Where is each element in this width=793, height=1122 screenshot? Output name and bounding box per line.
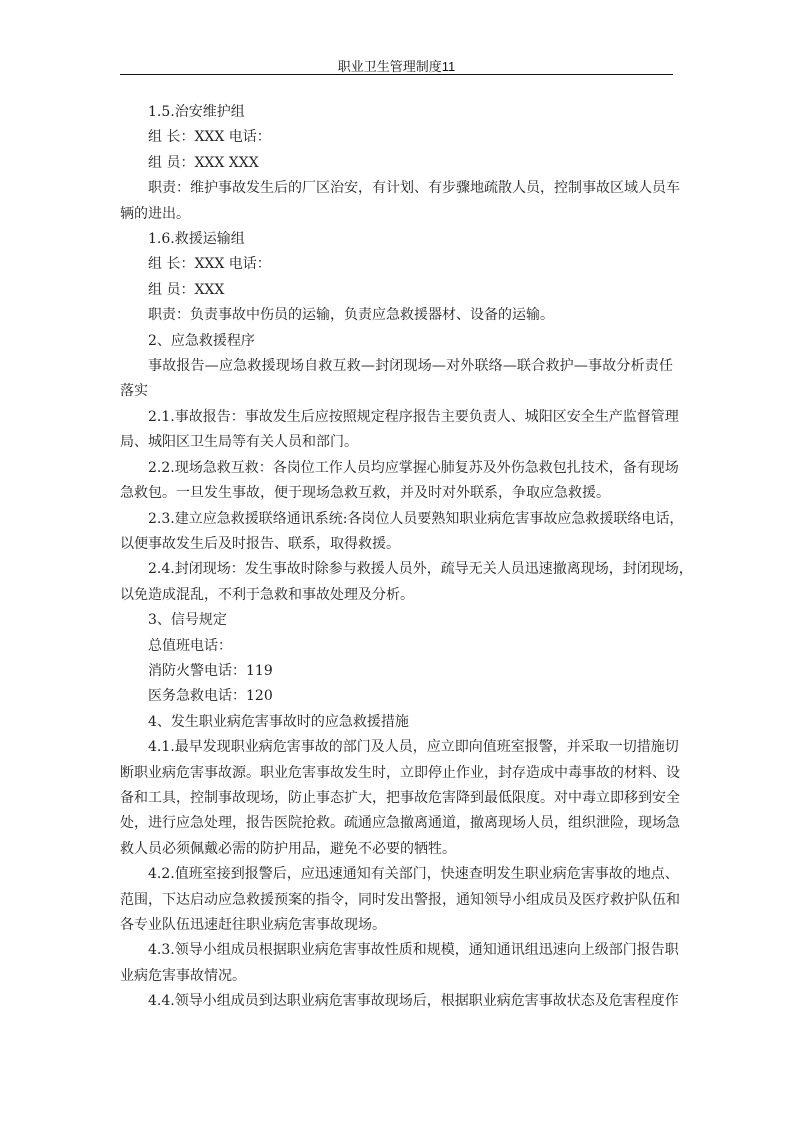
- paragraph: [120, 862, 680, 938]
- text-line: 各专业队伍迅速赶往职业病危害事故现场。: [120, 917, 386, 933]
- paragraph: [120, 608, 673, 633]
- text-line: 2.3.建立应急救援联络通讯系统:各岗位人员要熟知职业病危害事故应急救援联络电话，: [148, 510, 684, 527]
- paragraph: [120, 634, 673, 659]
- text-line: 急救包。一旦发生事故，便于现场急救互救，并及时对外联系，争取应急救援。: [120, 485, 610, 502]
- paragraph: [120, 735, 680, 862]
- text-line: 医务急救电话：120: [148, 688, 273, 705]
- document-body: [120, 100, 693, 1015]
- text-line: 总值班电话：: [148, 637, 232, 654]
- text-line: 辆的进出。: [120, 205, 190, 222]
- text-line: 职责：维护事故发生后的厂区治安，有计划、有步骤地疏散人员，控制事故区域人员车: [148, 180, 680, 197]
- paragraph: [120, 354, 673, 405]
- text-line: 3、信号规定: [148, 612, 227, 629]
- text-line: 组 长：XXX 电话：: [148, 129, 271, 146]
- text-line: 组 员：XXX XXX: [148, 154, 259, 171]
- text-line: 4、发生职业病危害事故时的应急救援措施: [148, 713, 409, 730]
- text-line: 处，进行应急处理，报告医院抢救。疏通应急撤离通道，撤离现场人员，组织泄险，现场急: [120, 815, 680, 832]
- text-line: 事故报告—应急救援现场自救互救—封闭现场—对外联络—联合救护—事故分析责任: [148, 358, 673, 375]
- header-divider: [120, 74, 673, 75]
- paragraph: [120, 151, 673, 176]
- text-line: 1.6.救援运输组: [148, 231, 245, 248]
- text-line: 职责：负责事故中伤员的运输，负责应急救援器材、设备的运输。: [148, 307, 554, 324]
- paragraph: [120, 710, 673, 735]
- paragraph: [120, 405, 679, 456]
- text-line: 组 员：XXX: [148, 281, 225, 298]
- text-line: 1.5.治安维护组: [148, 104, 245, 120]
- paragraph: [120, 456, 679, 507]
- text-line: 业病危害事故情况。: [120, 967, 246, 984]
- text-line: 断职业病危害事故源。职业危害事故发生时，立即停止作业，封存造成中毒事故的材料、设: [120, 764, 680, 781]
- text-line: 4.4.领导小组成员到达职业病危害事故现场后，根据职业病危害事故状态及危害程度作: [148, 993, 679, 1010]
- text-line: 范围，下达启动应急救援预案的指令，同时发出警报，通知领导小组成员及医疗救护队伍和: [120, 891, 680, 908]
- text-line: 4.2.值班室接到报警后，应迅速通知有关部门，快速查明发生职业病危害事故的地点、: [148, 866, 679, 883]
- paragraph: [120, 278, 673, 303]
- paragraph: [120, 684, 673, 709]
- paragraph: [120, 507, 684, 558]
- text-line: 救人员必须佩戴必需的防护用品，避免不必要的牺牲。: [120, 840, 456, 857]
- text-line: 落实: [120, 383, 148, 400]
- text-line: 2.1.事故报告：事故发生后应按照规定程序报告主要负责人、城阳区安全生产监督管理: [148, 408, 679, 425]
- paragraph: [120, 659, 673, 684]
- paragraph: [120, 252, 673, 277]
- text-line: 4.3.领导小组成员根据职业病危害事故性质和规模，通知通讯组迅速向上级部门报告职: [148, 942, 679, 959]
- text-line: 备和工具，控制事故现场，防止事态扩大，把事故危害降到最低限度。对中毒立即移到安全: [120, 789, 680, 806]
- text-line: 组 长：XXX 电话：: [148, 256, 271, 273]
- paragraph: [120, 176, 680, 227]
- text-line: 局、城阳区卫生局等有关人员和部门。: [120, 434, 358, 451]
- paragraph: [120, 329, 673, 354]
- paragraph: [120, 989, 679, 1014]
- paragraph: [120, 100, 673, 125]
- paragraph: [120, 227, 673, 252]
- text-line: 以免造成混乱，不利于急救和事故处理及分析。: [120, 586, 414, 603]
- text-line: 2.4.封闭现场：发生事故时除参与救援人员外，疏导无关人员迅速撤离现场，封闭现场，: [148, 561, 693, 578]
- text-line: 4.1.最早发现职业病危害事故的部门及人员，应立即向值班室报警，并采取一切措施切: [148, 739, 679, 756]
- text-line: 2.2.现场急救互救：各岗位工作人员均应掌握心肺复苏及外伤急救包扎技术，备有现场: [148, 459, 679, 476]
- text-line: 消防火警电话：119: [148, 662, 273, 679]
- text-line: 以便事故发生后及时报告、联系，取得救援。: [120, 535, 400, 552]
- page-header-title: 职业卫生管理制度11: [337, 59, 456, 74]
- paragraph: [120, 938, 679, 989]
- text-line: 2、应急救援程序: [148, 332, 255, 349]
- paragraph: [120, 557, 693, 608]
- paragraph: [120, 303, 673, 328]
- paragraph: [120, 125, 673, 150]
